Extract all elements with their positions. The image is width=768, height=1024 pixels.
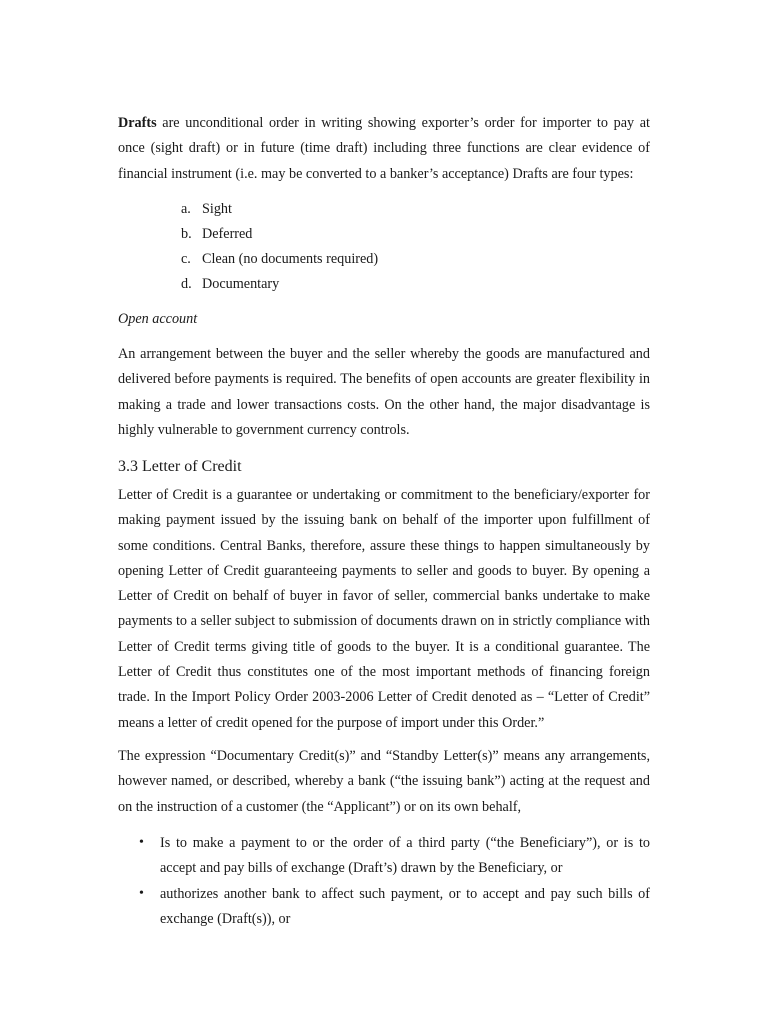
- bullet-icon: •: [139, 886, 144, 901]
- list-item-label: Clean (no documents required): [202, 251, 379, 267]
- open-account-heading-block: [118, 307, 650, 332]
- open-account-heading: Open account: [118, 311, 198, 327]
- letter-of-credit-paragraph: Letter of Credit is a guarantee or undertaking or commitment to the beneficiary/exporter for making payment issued by the issuing bank on behalf of the importer upon fulfillment of some conditions. Central Banks, therefore, assure these things to happen simultaneously by opening Letter of Credit guaranteeing payments to seller and goods to buyer. By opening a Letter of Credit on behalf of buyer in favor of seller, commercial banks undertake to make payments to a seller subject to submission of documents drawn on in strictly compliance with Letter of Credit terms giving title of goods to the buyer. It is a conditional guarantee. The Letter of Credit thus constitutes one of the most important methods of financing foreign trade. In the Import Policy Order 2003-2006 Letter of Credit denoted as – “Letter of Credit” means a letter of credit opened for the purpose of import under this Order.”: [118, 487, 650, 731]
- drafts-section: [118, 111, 650, 187]
- letter-of-credit-section: [118, 483, 650, 736]
- bullet-text: Is to make a payment to or the order of a third party (“the Beneficiary”), or is to accept and pay bills of exchange (Draft’s) drawn by the Beneficiary, or: [160, 835, 650, 877]
- bullet-icon: •: [139, 835, 144, 850]
- drafts-term: Drafts: [118, 115, 157, 131]
- section-heading: 3.3 Letter of Credit: [118, 458, 242, 475]
- open-account-paragraph: An arrangement between the buyer and the seller whereby the goods are manufactured and delivered before payments is required. The benefits of open accounts are greater flexibility in making a trade and lower transactions costs. On the other hand, the major disadvantage is highly vulnerable to government currency controls.: [118, 346, 650, 438]
- open-account-section: [118, 342, 650, 443]
- bullet-text: authorizes another bank to affect such payment, or to accept and pay such bills of exchange (Draft(s)), or: [160, 886, 650, 928]
- expression-section: [118, 744, 650, 820]
- list-marker: b.: [181, 226, 192, 242]
- list-item-label: Sight: [202, 201, 232, 217]
- drafts-text: are unconditional order in writing showing exporter’s order for importer to pay at once (sight draft) or in future (time draft) including three functions are clear evidence of financial instrument (i.e. may be converted to a banker’s acceptance) Drafts are four types:: [118, 115, 650, 182]
- list-marker: a.: [181, 201, 191, 217]
- expression-paragraph: The expression “Documentary Credit(s)” and “Standby Letter(s)” means any arrangements, however named, or described, whereby a bank (“the issuing bank”) acting at the request and on the instruction of a customer (the “Applicant”) or on its own behalf,: [118, 748, 650, 815]
- list-marker: d.: [181, 276, 192, 292]
- list-item-label: Documentary: [202, 276, 280, 292]
- list-marker: c.: [181, 251, 191, 267]
- list-item-label: Deferred: [202, 226, 253, 242]
- drafts-paragraph: [118, 111, 650, 187]
